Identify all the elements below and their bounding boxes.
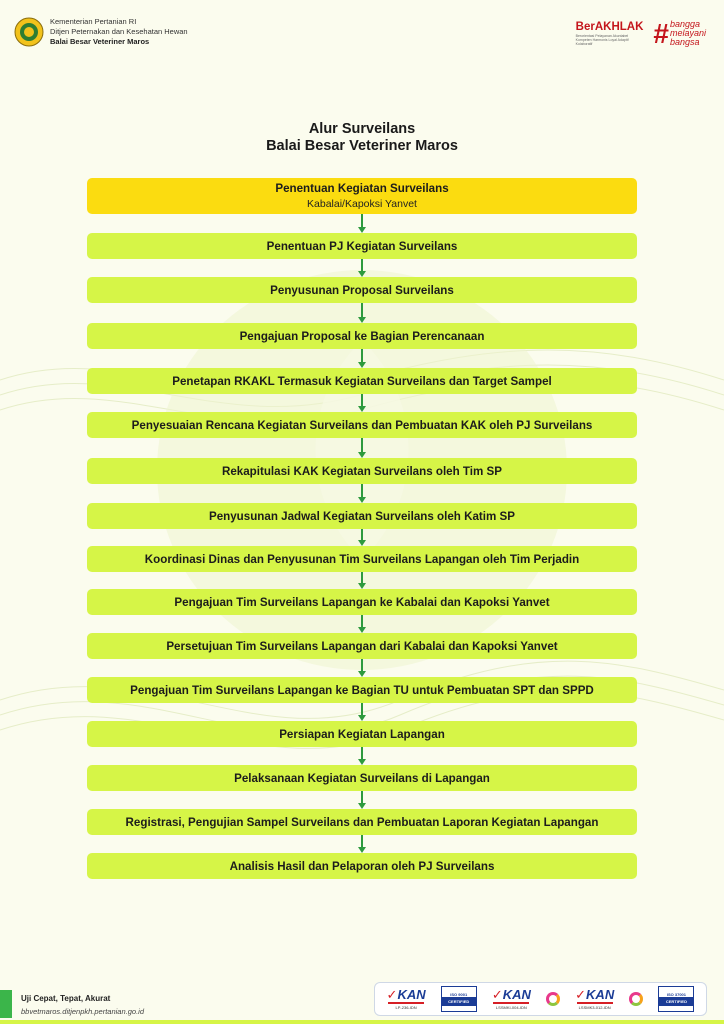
flow-step-label: Penentuan PJ Kegiatan Surveilans bbox=[266, 239, 458, 253]
flow-step bbox=[87, 368, 637, 394]
title-line-2: Balai Besar Veteriner Maros bbox=[266, 138, 458, 154]
flow-step-label: Penetapan RKAKL Termasuk Kegiatan Surveilans dan Target Sampel bbox=[172, 374, 552, 388]
flow-arrow-icon bbox=[357, 835, 367, 853]
hashtag-icon: # bbox=[653, 17, 669, 49]
bangsa-word: bangsa bbox=[669, 37, 700, 47]
flow-step bbox=[87, 546, 637, 572]
flow-step-label: Analisis Hasil dan Pelaporan oleh PJ Surveilans bbox=[229, 859, 495, 873]
flow-step bbox=[87, 809, 637, 835]
footer-accent-bar bbox=[0, 990, 12, 1018]
flow-step bbox=[87, 458, 637, 484]
flow-arrow-icon bbox=[357, 259, 367, 277]
bangga-word: bangga bbox=[669, 19, 701, 29]
flow-step bbox=[87, 503, 637, 529]
flow-step-label: Rekapitulasi KAK Kegiatan Surveilans oleh Tim SP bbox=[221, 464, 503, 478]
flow-step-label: Persiapan Kegiatan Lapangan bbox=[279, 727, 445, 741]
kan-certification-logo: ✓KAN LSSMK3-012-IDN bbox=[575, 987, 615, 1010]
kan-certification-logo: ✓KAN LP-236-IDN bbox=[386, 987, 426, 1010]
flow-step bbox=[87, 765, 637, 791]
flow-arrow-icon bbox=[357, 659, 367, 677]
org-directorate: Ditjen Peternakan dan Kesehatan Hewan bbox=[50, 27, 188, 36]
flow-step-label: Pengajuan Proposal ke Bagian Perencanaan bbox=[239, 329, 485, 343]
flow-step-label: Penyusunan Proposal Surveilans bbox=[270, 283, 454, 297]
flow-step bbox=[87, 677, 637, 703]
flow-arrow-icon bbox=[357, 349, 367, 368]
flow-arrow-icon bbox=[357, 615, 367, 633]
flow-arrow-icon bbox=[357, 529, 367, 546]
berakhlak-subtitle: Berorientasi Pelayanan Akuntabel Kompeten Harmonis Loyal Adaptif Kolaboratif bbox=[575, 34, 629, 46]
flow-step bbox=[87, 589, 637, 615]
flow-step bbox=[87, 721, 637, 747]
flow-arrow-icon bbox=[357, 572, 367, 589]
title-line-1: Alur Surveilans bbox=[308, 121, 416, 137]
flow-step-sublabel: Kabalai/Kapoksi Yanvet bbox=[307, 198, 417, 210]
flow-step bbox=[87, 412, 637, 438]
flow-step bbox=[87, 277, 637, 303]
flow-arrow-icon bbox=[357, 214, 367, 233]
org-institution: Balai Besar Veteriner Maros bbox=[50, 37, 150, 46]
footer-tagline: Uji Cepat, Tepat, Akurat bbox=[21, 994, 111, 1003]
flow-step-label: Persetujuan Tim Surveilans Lapangan dari Kabalai dan Kapoksi Yanvet bbox=[166, 639, 558, 653]
kan-certification-logo: ✓KAN LSSMKI-004-IDN bbox=[491, 987, 531, 1010]
flow-arrow-icon bbox=[357, 703, 367, 721]
flow-step bbox=[87, 178, 637, 214]
org-ministry: Kementerian Pertanian RI bbox=[50, 17, 137, 26]
flow-arrow-icon bbox=[357, 303, 367, 323]
flow-step-label: Pengajuan Tim Surveilans Lapangan ke Kabalai dan Kapoksi Yanvet bbox=[174, 595, 550, 609]
flow-step bbox=[87, 853, 637, 879]
flow-step-label: Penyesuaian Rencana Kegiatan Surveilans dan Pembuatan KAK oleh PJ Surveilans bbox=[131, 418, 593, 432]
flow-step bbox=[87, 233, 637, 259]
swirl-logo-icon bbox=[546, 992, 560, 1006]
flow-step-label: Penentuan Kegiatan Surveilans bbox=[275, 182, 449, 195]
flow-step bbox=[87, 323, 637, 349]
flow-step-label: Pengajuan Tim Surveilans Lapangan ke Bagian TU untuk Pembuatan SPT dan SPPD bbox=[130, 683, 594, 697]
berakhlak-text: BerAKHLAK bbox=[575, 21, 644, 33]
flow-arrow-icon bbox=[357, 791, 367, 809]
flow-arrow-icon bbox=[357, 484, 367, 503]
bottom-accent-line bbox=[0, 1020, 724, 1024]
footer bbox=[0, 982, 724, 1024]
flow-arrow-icon bbox=[357, 394, 367, 412]
flow-step-label: Penyusunan Jadwal Kegiatan Surveilans oleh Katim SP bbox=[208, 509, 516, 523]
flow-step-label: Koordinasi Dinas dan Penyusunan Tim Surveilans Lapangan oleh Tim Perjadin bbox=[144, 552, 580, 566]
iso-certification-logo: ISO 37001 CERTIFIED bbox=[658, 986, 694, 1012]
flow-step bbox=[87, 633, 637, 659]
certification-logos bbox=[374, 982, 707, 1016]
flow-step-label: Pelaksanaan Kegiatan Surveilans di Lapangan bbox=[234, 771, 490, 785]
flow-arrow-icon bbox=[357, 438, 367, 458]
flow-arrow-icon bbox=[357, 747, 367, 765]
footer-url[interactable]: bbvetmaros.ditjenpkh.pertanian.go.id bbox=[21, 1007, 144, 1016]
flow-step-label: Registrasi, Pengujian Sampel Surveilans dan Pembuatan Laporan Kegiatan Lapangan bbox=[125, 815, 599, 829]
melayani-word: melayani bbox=[669, 28, 706, 38]
swirl-logo-icon bbox=[629, 992, 643, 1006]
iso-certification-logo: ISO 9001 CERTIFIED bbox=[441, 986, 477, 1012]
